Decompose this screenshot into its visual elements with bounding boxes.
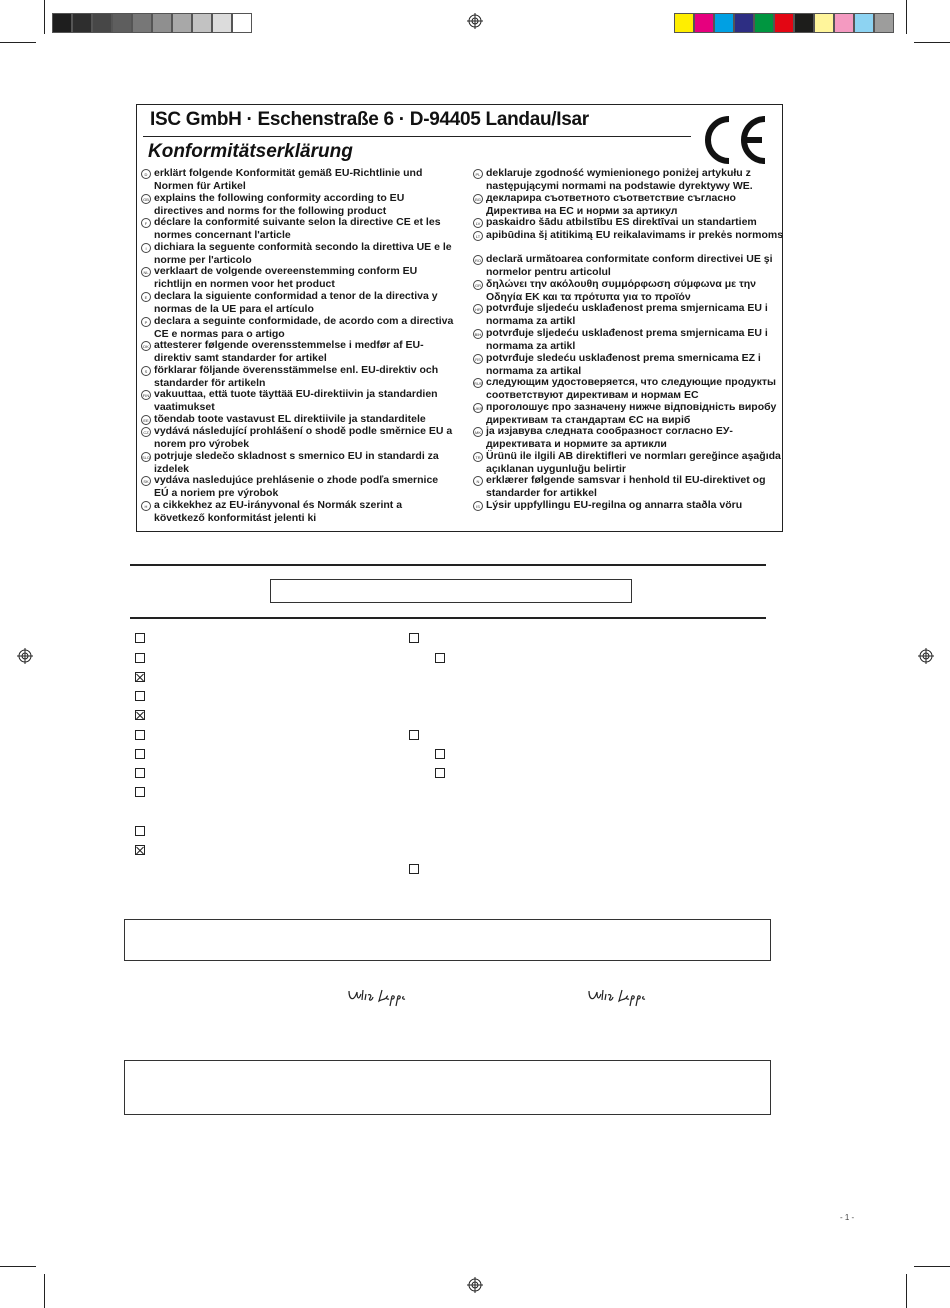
registration-mark-icon — [467, 1277, 483, 1293]
registration-mark-icon — [467, 13, 483, 29]
directive-checkbox[interactable] — [135, 787, 145, 797]
language-text: vydáva nasledujúce prehlásenie o zhode podľa smernice EÚ a noriem pre výrobok — [154, 474, 439, 499]
directive-checkbox[interactable] — [135, 768, 145, 778]
language-entry — [137, 474, 454, 499]
language-entry — [137, 388, 454, 413]
language-text: declara a seguinte conformidade, de acordo com a directiva CE e normas para o artigo — [154, 315, 454, 340]
registration-mark-icon — [17, 648, 33, 664]
directive-checkbox[interactable] — [135, 633, 145, 643]
directive-checkbox[interactable] — [135, 845, 145, 855]
language-text: paskaidro šādu atbilstību ES direktīvai un standartiem — [486, 216, 757, 228]
language-code: F — [141, 218, 151, 228]
language-code: BIH — [473, 329, 483, 339]
language-code: I — [141, 243, 151, 253]
language-entry — [469, 352, 786, 377]
language-text: déclare la conformité suivante selon la directive CE et les normes concernant l'article — [154, 216, 441, 241]
page-number: - 1 - — [840, 1213, 855, 1222]
declaration-title: Konformitätserklärung — [148, 141, 353, 162]
language-text: erklärt folgende Konformität gemäß EU-Richtlinie und Normen für Artikel — [154, 167, 423, 192]
language-entry — [469, 499, 786, 512]
language-entry — [469, 425, 786, 450]
language-text: Lýsir uppfyllingu EU-regilna og annarra staðla vöru — [486, 499, 743, 511]
language-code: CZ — [141, 427, 151, 437]
language-text: декларира съответното съответствие съгласно Директива на ЕС и норми за артикул — [486, 192, 736, 217]
language-text: vakuuttaa, että tuote täyttää EU-direktiivin ja standardien vaatimukset — [154, 388, 438, 413]
language-entry — [469, 192, 786, 217]
language-code: UKR — [473, 403, 483, 413]
language-text: attesterer følgende overensstemmelse i medfør af EU-direktiv samt standarder for artikel — [154, 339, 424, 364]
language-code: RO — [473, 255, 483, 265]
directive-checkbox[interactable] — [409, 730, 419, 740]
language-entry — [137, 425, 454, 450]
language-code: D — [141, 169, 151, 179]
language-text: potvrđuje sljedeću usklađenost prema smjernicama EU i normama za artikl — [486, 327, 768, 352]
standards-box — [124, 919, 771, 961]
company-address: ISC GmbH · Eschenstraße 6 · D-94405 Landau/Isar — [150, 109, 589, 130]
language-code: GR — [473, 280, 483, 290]
language-entry — [137, 499, 454, 524]
language-text: следующим удостоверяется, что следующие продукты соответствуют директивам и нормам ЕС — [486, 376, 776, 401]
language-text: a cikkekhez az EU-irányvonal és Normák szerint a következő konformitást jelenti ki — [154, 499, 403, 524]
language-entry — [137, 339, 454, 364]
language-code: FIN — [141, 390, 151, 400]
directive-checkbox[interactable] — [435, 768, 445, 778]
process-color-bar — [674, 13, 894, 33]
header-divider — [143, 136, 691, 137]
language-code: NL — [141, 267, 151, 277]
crop-mark — [0, 1266, 36, 1267]
language-entry — [469, 450, 786, 475]
language-entry — [469, 474, 786, 499]
directive-checkbox[interactable] — [135, 672, 145, 682]
language-code: LT — [473, 231, 483, 241]
signature-icon — [346, 986, 416, 1008]
language-code: PL — [473, 169, 483, 179]
language-code: N — [473, 476, 483, 486]
language-code: IS — [473, 501, 483, 511]
language-code: E — [141, 292, 151, 302]
directive-checkbox[interactable] — [435, 653, 445, 663]
language-entry — [137, 192, 454, 217]
language-text: проголошує про зазначену нижче відповідність виробу директивам та стандартам ЄС на виріб — [486, 401, 777, 426]
language-entry — [469, 167, 786, 192]
declaration-box — [136, 104, 783, 532]
directive-checkbox[interactable] — [135, 653, 145, 663]
language-text: δηλώνει την ακόλουθη συμμόρφωση σύμφωνα με την Οδηγία ΕΚ και τα πρότυπα για το προϊόν — [486, 278, 757, 303]
language-text: declară următoarea conformitate conform directivei UE şi normelor pentru articolul — [486, 253, 773, 278]
language-code: LV — [473, 218, 483, 228]
language-entry — [137, 241, 454, 266]
language-text: vydává následující prohlášení o shodě podle směrnice EU a norem pro výrobek — [154, 425, 453, 450]
directive-checkbox[interactable] — [435, 749, 445, 759]
language-text: apibūdina šį atitikimą EU reikalavimams ir prekės normoms — [486, 229, 784, 241]
language-text: explains the following conformity according to EU directives and norms for the following product — [154, 192, 405, 217]
language-entry — [137, 450, 454, 475]
language-text: erklærer følgende samsvar i henhold til EU-direktivet og standarder for artikkel — [486, 474, 766, 499]
language-text: ја изјавува следната сообразност согласно ЕУ-директивата и нормите за артикли — [486, 425, 733, 450]
language-code: RUS — [473, 378, 483, 388]
registration-mark-icon — [918, 648, 934, 664]
language-text: verklaart de volgende overeenstemming conform EU richtlijn en normen voor het product — [154, 265, 418, 290]
directive-checkbox[interactable] — [135, 730, 145, 740]
directive-checkbox[interactable] — [135, 710, 145, 720]
language-code: EE — [141, 415, 151, 425]
language-entry — [469, 376, 786, 401]
language-entry — [469, 229, 786, 242]
crop-mark — [914, 1266, 950, 1267]
language-text: potrjuje sledečo skladnost s smernico EU in standardi za izdelek — [154, 450, 439, 475]
language-text: förklarar följande överensstämmelse enl. EU-direktiv och standarder för artikeln — [154, 364, 439, 389]
crop-mark — [906, 1274, 907, 1308]
language-text: deklaruje zgodność wymienionego poniżej artykułu z następującymi normami na podstawie dyrektywy WE. — [486, 167, 753, 192]
directive-checkbox[interactable] — [409, 633, 419, 643]
crop-mark — [0, 42, 36, 43]
language-code: HR — [473, 304, 483, 314]
language-text: dichiara la seguente conformità secondo la direttiva UE e le norme per l'articolo — [154, 241, 452, 266]
section-rule — [130, 617, 766, 619]
language-entry — [137, 216, 454, 241]
crop-mark — [906, 0, 907, 34]
directive-checkbox[interactable] — [135, 691, 145, 701]
grayscale-color-bar — [52, 13, 252, 33]
directive-checkbox[interactable] — [135, 749, 145, 759]
language-text: potvrđuje sljedeću usklađenost prema smjernicama EU i normama za artikl — [486, 302, 768, 327]
language-entry — [469, 327, 786, 352]
language-code: TR — [473, 452, 483, 462]
language-text: declara la siguiente conformidad a tenor de la directiva y normas de la UE para el artículo — [154, 290, 438, 315]
language-entry — [137, 364, 454, 389]
language-text: Ürünü ile ilgili AB direktifleri ve normları gereğince aşağıda açıklanan uygunluğu belirtir — [486, 450, 781, 475]
language-entry — [469, 216, 786, 229]
signature-icon — [586, 986, 656, 1008]
language-code: P — [141, 317, 151, 327]
language-entry — [469, 253, 786, 278]
language-entry — [469, 401, 786, 426]
language-code: S — [141, 366, 151, 376]
language-text: tõendab toote vastavust EL direktiivile ja standarditele — [154, 413, 426, 425]
language-code: RS — [473, 354, 483, 364]
language-code: H — [141, 501, 151, 511]
language-entry — [137, 290, 454, 315]
crop-mark — [44, 1274, 45, 1308]
directive-checkbox[interactable] — [409, 864, 419, 874]
crop-mark — [914, 42, 950, 43]
language-entry — [469, 278, 786, 303]
language-code: MK — [473, 427, 483, 437]
language-code: GB — [141, 194, 151, 204]
language-code: DK — [141, 341, 151, 351]
language-entry — [469, 302, 786, 327]
language-entry — [137, 413, 454, 426]
language-entry — [137, 265, 454, 290]
product-name-field — [270, 579, 632, 603]
directive-checkbox[interactable] — [135, 826, 145, 836]
ce-mark-icon — [699, 111, 773, 169]
language-entry — [137, 167, 454, 192]
documentation-box — [124, 1060, 771, 1115]
section-rule — [130, 564, 766, 566]
language-code: SLO — [141, 452, 151, 462]
language-code: BG — [473, 194, 483, 204]
language-text: potvrđuje sledeću usklađenost prema smernicama EZ i normama za artikal — [486, 352, 761, 377]
crop-mark — [44, 0, 45, 34]
language-entry — [137, 315, 454, 340]
language-code: SK — [141, 476, 151, 486]
